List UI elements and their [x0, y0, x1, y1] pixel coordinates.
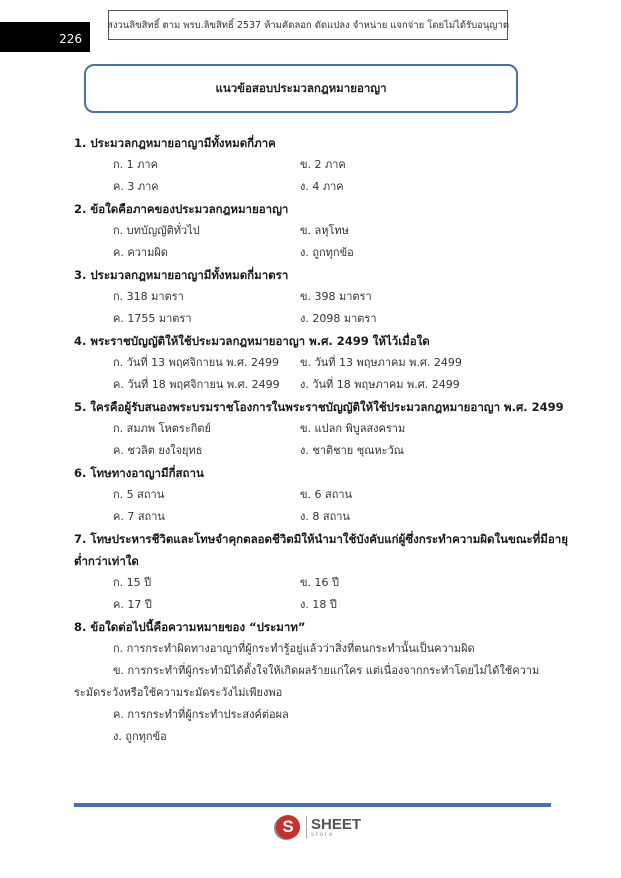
option-b: ข. 398 มาตรา: [300, 290, 372, 303]
option-b: ข. การกระทำที่ผู้กระทำมิได้ตั้งใจให้เกิดผลร้ายแก่ใคร แต่เนื่องจากกระทำโดยไม่ได้ใช้ความ: [113, 664, 540, 677]
option-b: ข. 6 สถาน: [300, 488, 353, 501]
question-1: [74, 132, 554, 198]
option-d: ง. 2098 มาตรา: [300, 312, 377, 325]
option-b: ข. 16 ปี: [300, 576, 339, 589]
question-list: [74, 132, 568, 748]
option-b: ข. 2 ภาค: [300, 158, 346, 171]
question-text: 3. ประมวลกฎหมายอาญามีทั้งหมดกี่มาตรา: [74, 268, 289, 282]
page-number: 226: [0, 22, 90, 52]
option-b: ข. วันที่ 13 พฤษภาคม พ.ศ. 2499: [300, 356, 462, 369]
option-a: ก. บทบัญญัติทั่วไป: [113, 224, 200, 237]
question-text-continued: ต่ำกว่าเท่าใด: [74, 554, 139, 568]
logo-s-icon: S: [276, 815, 300, 839]
question-text: 2. ข้อใดคือภาคของประมวลกฎหมายอาญา: [74, 202, 289, 216]
option-d: ง. วันที่ 18 พฤษภาคม พ.ศ. 2499: [300, 378, 460, 391]
question-5: [74, 396, 564, 462]
option-a: ก. การกระทำผิดทางอาญาที่ผู้กระทำรู้อยู่แล้วว่าสิ่งที่ตนกระทำนั้นเป็นความผิด: [113, 642, 475, 655]
option-d: ง. ถูกทุกข้อ: [300, 246, 354, 259]
option-a: ก. 5 สถาน: [113, 488, 165, 501]
question-4: [74, 330, 554, 396]
option-d: ง. ถูกทุกข้อ: [113, 730, 167, 743]
option-d: ง. ชาติชาย ชุณหะวัณ: [300, 444, 404, 457]
option-c: ค. ชวลิต ยงใจยุทธ: [113, 444, 203, 457]
logo-sub-text: store: [311, 831, 335, 838]
option-a: ก. 1 ภาค: [113, 158, 158, 171]
question-6: [74, 462, 554, 528]
option-a: ก. 318 มาตรา: [113, 290, 184, 303]
option-d: ง. 8 สถาน: [300, 510, 350, 523]
question-text: 7. โทษประหารชีวิตและโทษจำคุกตลอดชีวิตมิให้นำมาใช้บังคับแก่ผู้ซึ่งกระทำความผิดในขณะที่มีอายุ: [74, 532, 568, 546]
logo-text: [311, 817, 361, 838]
question-text: 6. โทษทางอาญามีกี่สถาน: [74, 466, 204, 480]
option-b-continued: ระมัดระวังหรือใช้ความระมัดระวังไม่เพียงพอ: [74, 686, 283, 699]
footer-divider: [74, 803, 551, 807]
question-2: [74, 198, 554, 264]
question-text: 1. ประมวลกฎหมายอาญามีทั้งหมดกี่ภาค: [74, 136, 276, 150]
option-c: ค. ความผิด: [113, 246, 168, 259]
sheet-store-logo: [276, 815, 361, 839]
question-text: 5. ใครคือผู้รับสนองพระบรมราชโองการในพระราชบัญญัติให้ใช้ประมวลกฎหมายอาญา พ.ศ. 2499: [74, 400, 564, 414]
question-7: [74, 528, 568, 616]
option-d: ง. 4 ภาค: [300, 180, 344, 193]
option-b: ข. แปลก พิบูลสงคราม: [300, 422, 406, 435]
option-c: ค. 3 ภาค: [113, 180, 159, 193]
option-a: ก. สมภพ โหตระกิตย์: [113, 422, 211, 435]
logo-divider: [306, 816, 307, 838]
copyright-notice: สงวนลิขสิทธิ์ ตาม พรบ.ลิขสิทธิ์ 2537 ห้ามคัดลอก ดัดแปลง จำหน่าย แจกจ่าย โดยไม่ได้รับอนุญาต: [108, 10, 508, 40]
option-c: ค. 17 ปี: [113, 598, 152, 611]
option-b: ข. ลหุโทษ: [300, 224, 349, 237]
option-c: ค. การกระทำที่ผู้กระทำประสงค์ต่อผล: [113, 708, 289, 721]
option-c: ค. 1755 มาตรา: [113, 312, 192, 325]
logo-main-text: SHEET: [311, 815, 362, 833]
page-title: แนวข้อสอบประมวลกฎหมายอาญา: [84, 64, 518, 113]
option-a: ก. วันที่ 13 พฤศจิกายน พ.ศ. 2499: [113, 356, 279, 369]
option-c: ค. วันที่ 18 พฤศจิกายน พ.ศ. 2499: [113, 378, 280, 391]
option-a: ก. 15 ปี: [113, 576, 152, 589]
question-8: [74, 616, 554, 748]
question-text: 4. พระราชบัญญัติให้ใช้ประมวลกฎหมายอาญา พ.ศ. 2499 ให้ไว้เมื่อใด: [74, 334, 430, 348]
question-3: [74, 264, 554, 330]
option-d: ง. 18 ปี: [300, 598, 337, 611]
option-c: ค. 7 สถาน: [113, 510, 165, 523]
question-text: 8. ข้อใดต่อไปนี้คือความหมายของ “ประมาท”: [74, 620, 306, 634]
